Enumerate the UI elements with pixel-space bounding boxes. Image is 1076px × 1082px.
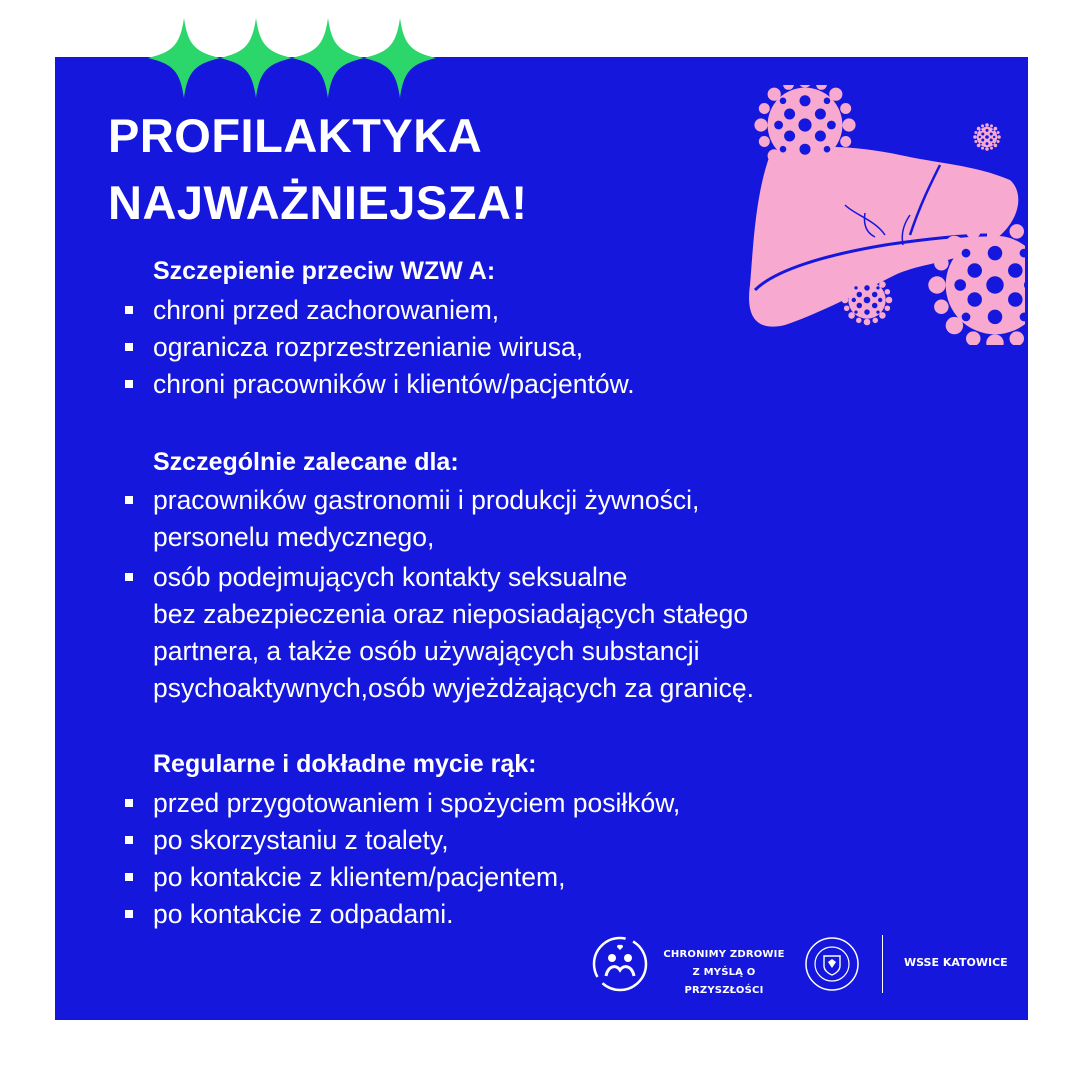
title-line-1: PROFILAKTYKA [108, 109, 483, 162]
bullet-icon [125, 573, 133, 581]
bullet-icon [125, 306, 133, 314]
bullet-icon [125, 496, 133, 504]
title-line-2: NAJWAŻNIEJSZA! [108, 176, 528, 229]
bullet-icon [125, 873, 133, 881]
slogan-text: CHRONIMY ZDROWIE Z MYŚLĄ O PRZYSZŁOŚCI [663, 949, 785, 996]
page-title [108, 102, 528, 236]
bullet-icon [125, 836, 133, 844]
section-heading: Szczególnie zalecane dla: [153, 448, 459, 476]
bullet-icon [125, 380, 133, 388]
bullet-icon [125, 910, 133, 918]
bullet-icon [125, 343, 133, 351]
organization-name: WSSE KATOWICE [904, 956, 1008, 969]
bullet-icon [125, 799, 133, 807]
people-hearts-logo-icon [592, 936, 648, 992]
liver-virus-illustration [725, 85, 1025, 345]
section-heading: Szczepienie przeciw WZW A: [153, 257, 496, 285]
sparkle-stars-icon [148, 18, 438, 98]
footer-logos [592, 932, 1012, 998]
section-heading: Regularne i dokładne mycie rąk: [153, 750, 537, 778]
footer-divider [882, 935, 883, 993]
sanitary-inspection-seal-icon [804, 936, 860, 992]
